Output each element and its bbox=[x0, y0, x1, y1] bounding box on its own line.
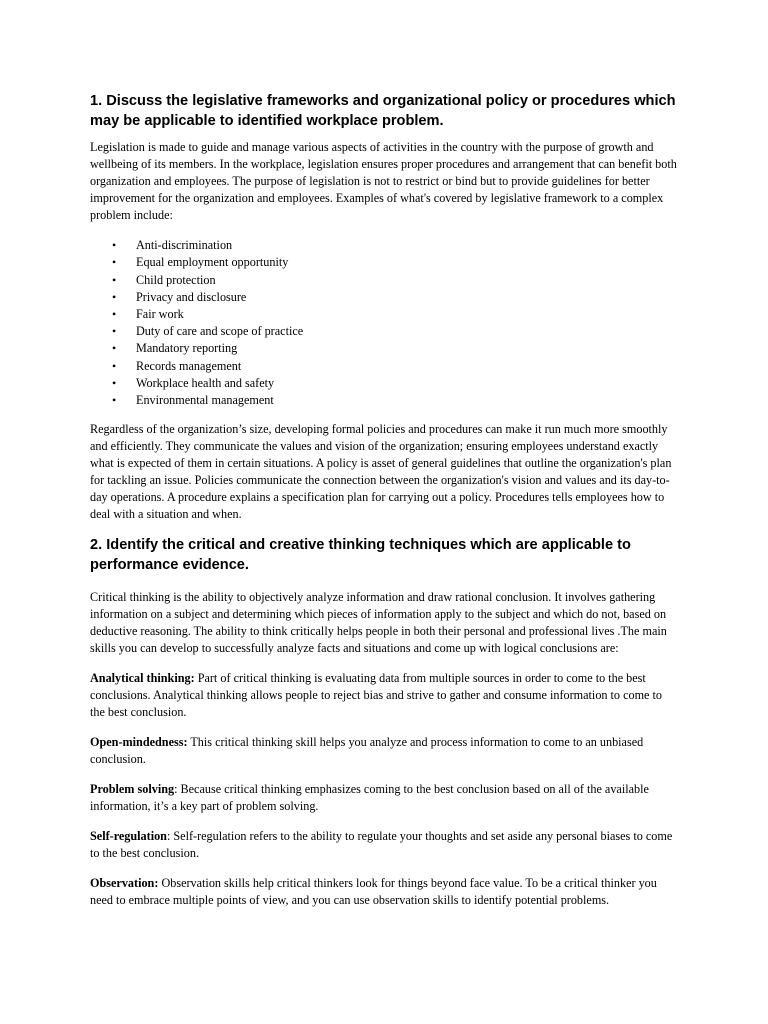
list-item: • Fair work bbox=[90, 306, 678, 323]
skill-description: Part of critical thinking is evaluating data from multiple sources in order to come to the best conclusions. Analytical thinking allows people to reject bias and strive to gather and consume information to come to the best conclusion. bbox=[90, 671, 662, 720]
skill-self-regulation bbox=[90, 828, 678, 862]
list-item: • Duty of care and scope of practice bbox=[90, 323, 678, 340]
skill-term: Self-regulation bbox=[90, 829, 167, 844]
skill-problem-solving bbox=[90, 781, 678, 815]
section1-closing-paragraph: Regardless of the organization’s size, developing formal policies and procedures can make it run much more smoothly and efficiently. They communicate the values and vision of the organization; ensuring employees understand exactly what is expected of them in certain situations. A policy is asset of general guidelines that outline the organization's plan for tackling an issue. Policies communicate the connection between the organization's vision and values and its day-to-day operations. A procedure explains a specification plan for carrying out a policy. Procedures tells employees how to deal with a situation and when. bbox=[90, 422, 672, 522]
skill-observation bbox=[90, 875, 678, 909]
list-item: • Workplace health and safety bbox=[90, 375, 678, 392]
section1-intro-paragraph: Legislation is made to guide and manage various aspects of activities in the country with the purpose of growth and wellbeing of its members. In the workplace, legislation ensures proper procedures and arrangement that can benefit both organization and employees. The purpose of legislation is not to restrict or bind but to provide guidelines for better improvement for the organization and employees. Examples of what's covered by legislative framework to a complex problem include: bbox=[90, 140, 677, 223]
skill-term: Problem solving bbox=[90, 782, 175, 797]
skill-analytical-thinking bbox=[90, 670, 678, 721]
section1-heading: 1. Discuss the legislative frameworks and organizational policy or procedures which may be applicable to identified workplace problem. bbox=[90, 93, 676, 129]
legislative-framework-list bbox=[90, 237, 678, 409]
list-item: • Mandatory reporting bbox=[90, 340, 678, 357]
list-item: • Environmental management bbox=[90, 392, 678, 409]
skill-term: Open-mindedness: bbox=[90, 735, 188, 750]
section2-intro-paragraph: Critical thinking is the ability to objectively analyze information and draw rational conclusion. It involves gathering information on a subject and determining which pieces of information apply to the subject and which do not, based on deductive reasoning. The ability to think critically helps people in both their personal and professional lives .The main skills you can develop to successfully analyze facts and situations and come up with logical conclusions are: bbox=[90, 590, 667, 656]
list-item: • Anti-discrimination bbox=[90, 237, 678, 254]
section2-heading: 2. Identify the critical and creative thinking techniques which are applicable to performance evidence. bbox=[90, 537, 631, 573]
skill-open-mindedness bbox=[90, 734, 678, 768]
list-item: • Privacy and disclosure bbox=[90, 289, 678, 306]
skill-description: : Self-regulation refers to the ability to regulate your thoughts and set aside any personal biases to come to the best conclusion. bbox=[90, 829, 673, 861]
list-item: • Equal employment opportunity bbox=[90, 254, 678, 271]
skill-description: This critical thinking skill helps you analyze and process information to come to an unbiased conclusion. bbox=[90, 735, 644, 767]
skill-description: : Because critical thinking emphasizes coming to the best conclusion based on all of the available information, it’s a key part of problem solving. bbox=[90, 782, 649, 814]
skill-term: Analytical thinking: bbox=[90, 671, 195, 686]
list-item: • Records management bbox=[90, 358, 678, 375]
list-item: • Child protection bbox=[90, 272, 678, 289]
document-page bbox=[90, 92, 678, 922]
skill-description: Observation skills help critical thinkers look for things beyond face value. To be a critical thinker you need to embrace multiple points of view, and you can use observation skills to identify potential problems. bbox=[90, 876, 657, 908]
skill-term: Observation: bbox=[90, 876, 159, 891]
